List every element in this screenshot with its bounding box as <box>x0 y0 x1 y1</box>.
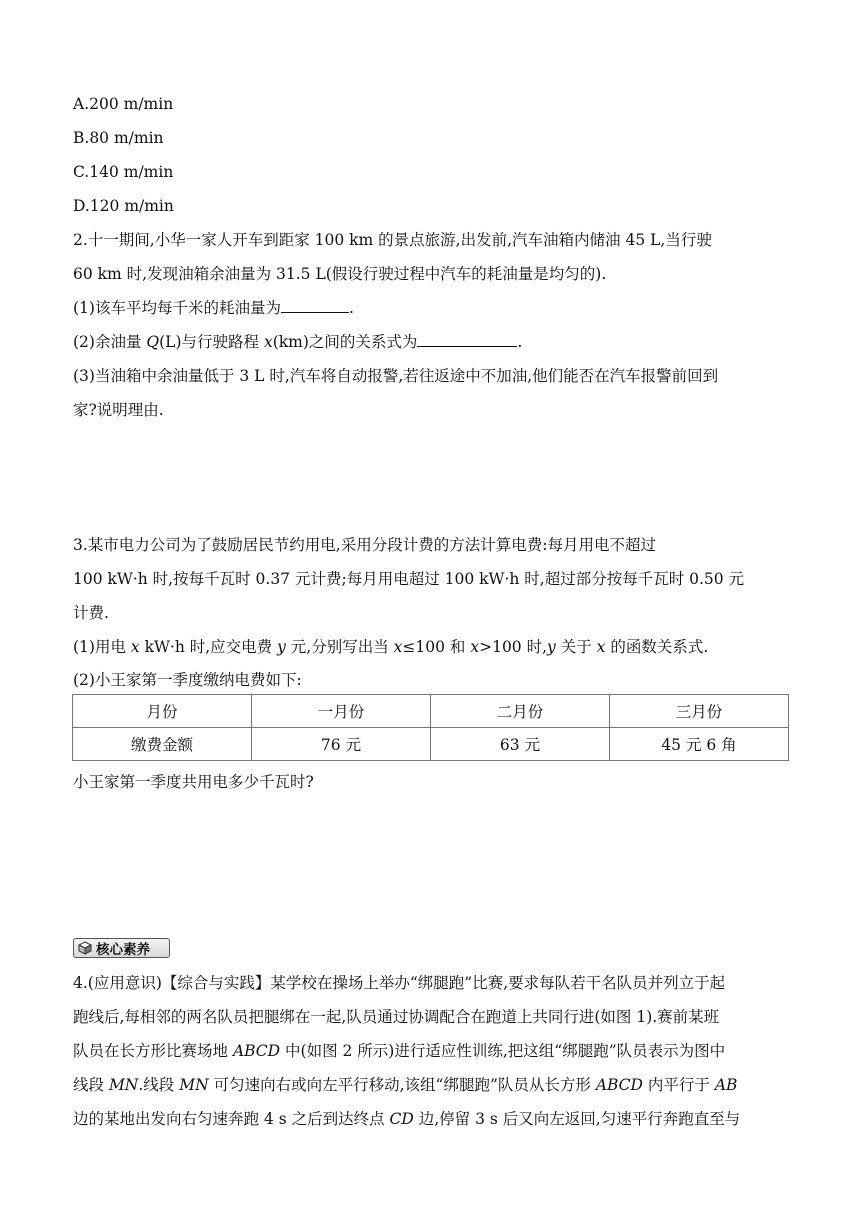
text: . <box>517 333 523 351</box>
table-cell: 63 元 <box>431 728 610 761</box>
question-2-line-1: 2.十一期间,小华一家人开车到距家 100 km 的景点旅游,出发前,汽车油箱内储油 45 L,当行驶 <box>73 231 712 249</box>
question-4-line-3 <box>73 1041 725 1061</box>
q2-part1-text: (1)该车平均每千米的耗油量为 <box>73 299 281 317</box>
question-3-line-2: 100 kW·h 时,按每千瓦时 0.37 元计费;每月用电超过 100 kW·h 时,超过部分按每千瓦时 0.50 元 <box>73 570 745 588</box>
text: 内平行于 <box>642 1076 715 1094</box>
var-y: y <box>277 638 286 656</box>
table-header-row <box>73 695 789 728</box>
section-badge <box>73 938 170 958</box>
question-4-line-5 <box>73 1109 740 1129</box>
question-4-line-4 <box>73 1075 737 1095</box>
table-cell: 缴费金额 <box>73 728 252 761</box>
var-y: y <box>547 638 556 656</box>
fee-table <box>72 694 789 761</box>
question-3-line-1: 3.某市电力公司为了鼓励居民节约用电,采用分段计费的方法计算电费:每月用电不超过 <box>73 536 656 554</box>
text: >100 时, <box>479 638 548 656</box>
question-3-part-1 <box>73 637 708 657</box>
question-2-line-2: 60 km 时,发现油箱余油量为 31.5 L(假设行驶过程中汽车的耗油量是均匀的). <box>73 265 607 283</box>
var-ab: AB <box>714 1076 738 1094</box>
option-b: B.80 m/min <box>73 129 164 147</box>
text: 边的某地出发向右匀速奔跑 4 s 之后到达终点 <box>73 1110 390 1128</box>
q2-part1-end: . <box>348 299 354 317</box>
table-header-cell: 月份 <box>73 695 252 728</box>
text: 队员在长方形比赛场地 <box>73 1042 233 1060</box>
answer-blank <box>281 298 349 313</box>
text: 边,停留 3 s 后又向左返回,匀速平行奔跑直至与 <box>413 1110 741 1128</box>
text: (L)与行驶路程 <box>159 333 264 351</box>
question-4-line-2: 跑线后,每相邻的两名队员把腿绑在一起,队员通过协调配合在跑道上共同行进(如图 1).赛前某班 <box>73 1008 720 1026</box>
text: (km)之间的关系式为 <box>272 333 418 351</box>
question-2-part-1 <box>73 298 354 318</box>
text: 关于 <box>555 638 597 656</box>
text: (1)用电 <box>73 638 131 656</box>
var-x: x <box>470 638 480 656</box>
question-2-part-2 <box>73 332 522 352</box>
question-2-part-3-line-2: 家?说明理由. <box>73 401 164 419</box>
var-q: Q <box>146 333 160 351</box>
var-x: x <box>130 638 140 656</box>
section-title: 核心素养 <box>96 942 150 958</box>
var-x: x <box>596 638 606 656</box>
cube-icon <box>78 941 92 955</box>
var-abcd: ABCD <box>595 1076 643 1094</box>
question-3-final: 小王家第一季度共用电多少千瓦时? <box>73 773 314 791</box>
text: (2)余油量 <box>73 333 147 351</box>
text: 可匀速向右或向左平行移动,该组“绑腿跑”队员从长方形 <box>208 1076 596 1094</box>
table-header-cell: 三月份 <box>610 695 789 728</box>
question-3-line-3: 计费. <box>73 604 109 622</box>
question-2-part-3-line-1: (3)当油箱中余油量低于 3 L 时,汽车将自动报警,若往返途中不加油,他们能否在汽车报警前回到 <box>73 367 719 385</box>
text: 的函数关系式. <box>605 638 709 656</box>
var-x: x <box>393 638 403 656</box>
option-c: C.140 m/min <box>73 163 174 181</box>
answer-blank <box>417 332 517 347</box>
var-x: x <box>263 333 273 351</box>
text: kW·h 时,应交电费 <box>139 638 278 656</box>
table-header-cell: 一月份 <box>252 695 431 728</box>
var-mn: MN <box>108 1076 139 1094</box>
table-row <box>73 728 789 761</box>
var-abcd: ABCD <box>232 1042 281 1060</box>
question-3-part-2: (2)小王家第一季度缴纳电费如下: <box>73 671 302 689</box>
table-header-cell: 二月份 <box>431 695 610 728</box>
option-a: A.200 m/min <box>73 95 174 113</box>
table-cell: 45 元 6 角 <box>610 728 789 761</box>
question-4-line-1: 4.(应用意识)【综合与实践】某学校在操场上举办“绑腿跑”比赛,要求每队若干名队员并列立于起 <box>73 974 726 992</box>
text: 元,分别写出当 <box>285 638 394 656</box>
text: 线段 <box>73 1076 109 1094</box>
var-mn: MN <box>179 1076 209 1094</box>
text: ≤100 和 <box>402 638 471 656</box>
var-cd: CD <box>389 1110 414 1128</box>
text: 中(如图 2 所示)进行适应性训练,把这组“绑腿跑”队员表示为图中 <box>280 1042 726 1060</box>
text: .线段 <box>138 1076 180 1094</box>
table-cell: 76 元 <box>252 728 431 761</box>
option-d: D.120 m/min <box>73 197 174 215</box>
